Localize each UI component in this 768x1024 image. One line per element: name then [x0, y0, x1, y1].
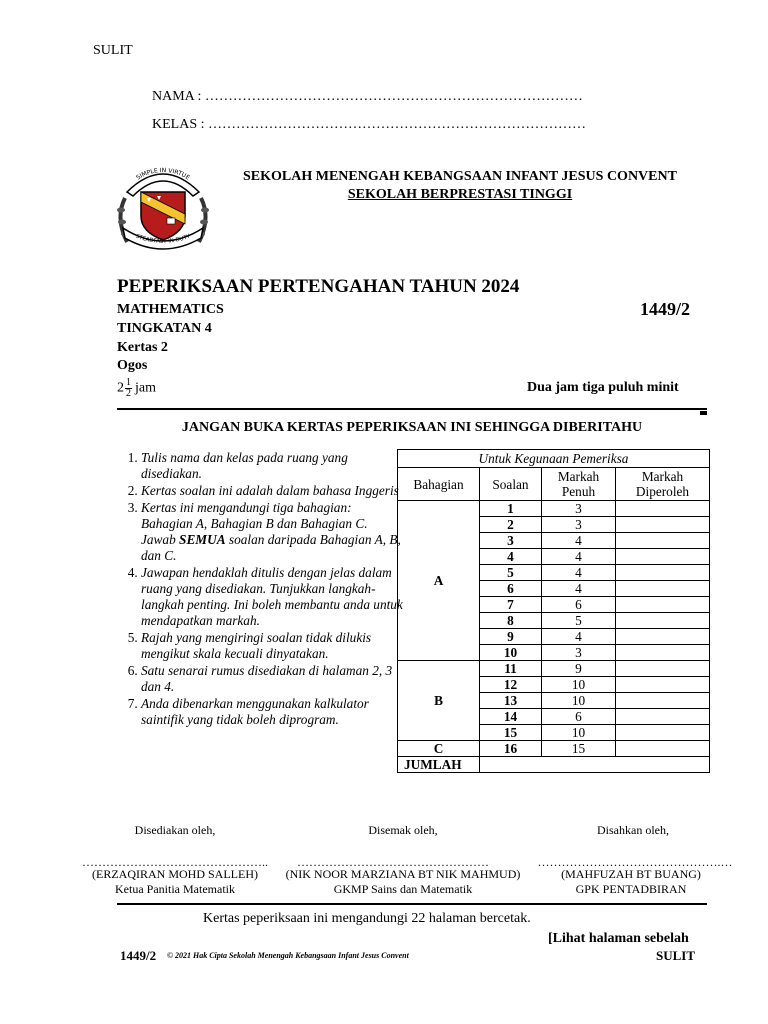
- question-number: 12: [480, 677, 542, 693]
- checker-name: (NIK NOOR MARZIANA BT NIK MAHMUD): [285, 867, 521, 881]
- header-markah-penuh: Markah Penuh: [542, 468, 616, 501]
- question-number: 15: [480, 725, 542, 741]
- school-tagline: SEKOLAH BERPRESTASI TINGGI: [347, 187, 573, 202]
- question-number: 9: [480, 629, 542, 645]
- duration-unit: jam: [135, 380, 156, 396]
- full-marks: 10: [542, 725, 616, 741]
- notice-heading: JANGAN BUKA KERTAS PEPERIKSAAN INI SEHINGGA DIBERITAHU: [181, 420, 643, 435]
- duration-denominator: 2: [126, 388, 131, 399]
- nama-field: NAMA : ………………………………………………………………………: [152, 89, 583, 104]
- duration-whole: 2: [117, 380, 124, 396]
- school-name: SEKOLAH MENENGAH KEBANGSAAN INFANT JESUS CONVENT: [243, 169, 677, 184]
- sulit-footer: SULIT: [656, 948, 696, 963]
- paper-code: 1449/2: [640, 299, 691, 319]
- question-number: 16: [480, 741, 542, 757]
- question-number: 6: [480, 581, 542, 597]
- instruction-item: 4. Jawapan hendaklah ditulis dengan jelas dalam ruang yang disediakan. Tunjukkan langkah-langkah penting. Ini boleh membantu anda untuk mendapatkan markah.: [141, 565, 403, 629]
- full-marks: 5: [542, 613, 616, 629]
- marks-obtained-cell: [616, 565, 710, 581]
- instruction-emphasis: SEMUA: [179, 532, 226, 547]
- marks-obtained-cell: [616, 597, 710, 613]
- exam-month: Ogos: [117, 358, 148, 373]
- full-marks: 4: [542, 581, 616, 597]
- question-number: 10: [480, 645, 542, 661]
- signature-line: ……………………………………….…: [537, 855, 733, 869]
- instruction-item: 5. Rajah yang mengiringi soalan tidak dilukis mengikut skala kecuali dinyatakan.: [141, 630, 403, 662]
- question-number: 2: [480, 517, 542, 533]
- full-marks: 3: [542, 501, 616, 517]
- question-number: 13: [480, 693, 542, 709]
- approved-by-label: Disahkan oleh,: [597, 823, 669, 837]
- question-number: 4: [480, 549, 542, 565]
- table-row: [398, 741, 710, 757]
- marks-obtained-cell: [616, 517, 710, 533]
- total-row: [398, 757, 710, 773]
- kelas-field: KELAS : ………………………………………………………………………: [152, 117, 586, 132]
- question-number: 14: [480, 709, 542, 725]
- footer-paper-code: 1449/2: [120, 948, 157, 963]
- total-label: JUMLAH: [398, 757, 480, 773]
- header-markah-diperoleh: Markah Diperoleh: [616, 468, 710, 501]
- full-marks: 10: [542, 693, 616, 709]
- divider-bottom: [117, 903, 707, 905]
- question-number: 8: [480, 613, 542, 629]
- marks-obtained-cell: [616, 693, 710, 709]
- instruction-item: 2. Kertas soalan ini adalah dalam bahasa Inggeris: [141, 483, 403, 499]
- full-marks: 6: [542, 597, 616, 613]
- pages-note: Kertas peperiksaan ini mengandungi 22 halaman bercetak.: [203, 911, 531, 926]
- marks-obtained-cell: [616, 581, 710, 597]
- checked-by-label: Disemak oleh,: [368, 823, 438, 837]
- marks-obtained-cell: [616, 725, 710, 741]
- instruction-item: 7. Anda dibenarkan menggunakan kalkulator saintifik yang tidak boleh diprogram.: [141, 696, 403, 728]
- table-row: [398, 501, 710, 517]
- full-marks: 6: [542, 709, 616, 725]
- full-marks: 4: [542, 549, 616, 565]
- full-marks: 9: [542, 661, 616, 677]
- marks-obtained-cell: [616, 645, 710, 661]
- instruction-item: 1. Tulis nama dan kelas pada ruang yang disediakan.: [141, 450, 403, 482]
- full-marks: 4: [542, 565, 616, 581]
- school-crest-logo: [113, 158, 213, 254]
- total-cell: [480, 757, 710, 773]
- marks-obtained-cell: [616, 629, 710, 645]
- copyright-notice: © 2021 Hak Cipta Sekolah Menengah Kebangsaan Infant Jesus Convent: [167, 951, 409, 960]
- marks-obtained-cell: [616, 661, 710, 677]
- instruction-item: [141, 500, 403, 564]
- preparer-name: (ERZAQIRAN MOHD SALLEH): [92, 867, 258, 881]
- marks-obtained-cell: [616, 613, 710, 629]
- instructions-list: [117, 450, 403, 729]
- marks-obtained-cell: [616, 549, 710, 565]
- instruction-text: Kertas ini mengandungi tiga bahagian: Bahagian A, Bahagian B dan Bahagian C. Jawab: [141, 500, 368, 547]
- instruction-item: 6. Satu senarai rumus disediakan di halaman 2, 3 dan 4.: [141, 663, 403, 695]
- full-marks: 15: [542, 741, 616, 757]
- duration-numerator: 1: [126, 377, 131, 388]
- question-number: 1: [480, 501, 542, 517]
- table-row: [398, 661, 710, 677]
- question-number: 5: [480, 565, 542, 581]
- full-marks: 3: [542, 645, 616, 661]
- marks-obtained-cell: [616, 709, 710, 725]
- header-bahagian: Bahagian: [398, 468, 480, 501]
- marks-obtained-cell: [616, 533, 710, 549]
- divider-top: [117, 408, 707, 410]
- duration-words: Dua jam tiga puluh minit: [527, 380, 679, 395]
- question-number: 11: [480, 661, 542, 677]
- instruction-text: soalan daripada Bahagian A, B, dan C.: [141, 532, 401, 563]
- examiner-marks-table: [397, 449, 710, 773]
- approver-name: (MAHFUZAH BT BUANG): [561, 867, 701, 881]
- marks-obtained-cell: [616, 741, 710, 757]
- duration-fraction: [125, 378, 132, 399]
- next-page-note: [Lihat halaman sebelah: [548, 931, 689, 946]
- crest-motto-bottom: STEADFAST IN DUTY: [134, 233, 192, 245]
- prepared-by-label: Disediakan oleh,: [134, 823, 216, 837]
- marks-obtained-cell: [616, 501, 710, 517]
- header-soalan: Soalan: [480, 468, 542, 501]
- full-marks: 4: [542, 533, 616, 549]
- preparer-title: Ketua Panitia Matematik: [115, 882, 235, 896]
- section-label: B: [398, 661, 480, 741]
- table-caption: Untuk Kegunaan Pemeriksa: [398, 450, 710, 468]
- approver-title: GPK PENTADBIRAN: [575, 882, 687, 896]
- crest-motto-top: SIMPLE IN VIRTUE: [135, 167, 191, 182]
- signature-line: …………………………………………: [297, 855, 489, 869]
- section-label: C: [398, 741, 480, 757]
- exam-paper: Kertas 2: [117, 340, 168, 355]
- signature-line: ………………………………………..: [82, 855, 268, 869]
- question-number: 7: [480, 597, 542, 613]
- full-marks: 4: [542, 629, 616, 645]
- full-marks: 10: [542, 677, 616, 693]
- question-number: 3: [480, 533, 542, 549]
- sulit-header: SULIT: [93, 43, 133, 58]
- exam-title: PEPERIKSAAN PERTENGAHAN TAHUN 2024: [117, 276, 520, 297]
- full-marks: 3: [542, 517, 616, 533]
- divider-mark: [700, 411, 707, 415]
- section-label: A: [398, 501, 480, 661]
- marks-obtained-cell: [616, 677, 710, 693]
- exam-subject: MATHEMATICS: [117, 302, 224, 317]
- exam-form: TINGKATAN 4: [117, 321, 212, 336]
- checker-title: GKMP Sains dan Matematik: [333, 882, 473, 896]
- exam-duration: [117, 378, 156, 399]
